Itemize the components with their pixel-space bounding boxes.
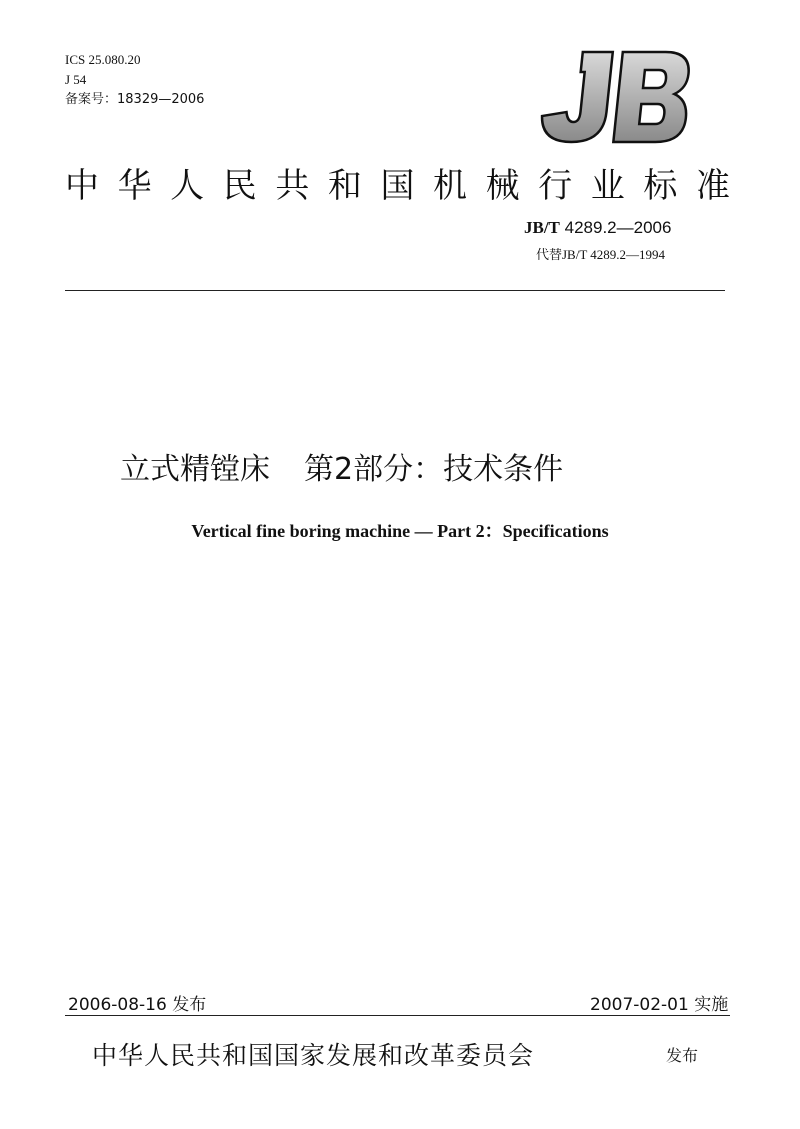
header-divider xyxy=(65,290,725,291)
standard-prefix: JB/T xyxy=(524,218,560,237)
ics-code: ICS 25.080.20 xyxy=(65,52,141,67)
title-char: 行 xyxy=(538,166,573,206)
issue-date: 2006-08-16 发布 xyxy=(68,995,207,1015)
classification-code: J 54 xyxy=(65,72,87,87)
title-char: 和 xyxy=(327,166,362,206)
title-char: 共 xyxy=(275,166,310,206)
implementation-date: 2007-02-01 实施 xyxy=(590,995,729,1015)
title-char: 准 xyxy=(695,166,730,206)
title-char: 业 xyxy=(590,166,625,206)
title-char: 人 xyxy=(170,166,205,206)
title-char: 中 xyxy=(65,166,99,206)
title-main: 立式精镗床 xyxy=(120,452,270,487)
title-char: 国 xyxy=(380,166,415,206)
metadata-block xyxy=(65,50,204,110)
title-char: 械 xyxy=(485,166,520,206)
title-char: 华 xyxy=(117,166,152,206)
industry-standard-title xyxy=(65,158,730,207)
jb-logo xyxy=(535,50,690,145)
footer-divider xyxy=(65,1015,730,1016)
publisher-name: 中华人民共和国国家发展和改革委员会 xyxy=(92,1041,535,1070)
title-char: 标 xyxy=(643,166,678,206)
english-title: Vertical fine boring machine — Part 2：Specifications xyxy=(191,521,609,541)
title-char: 机 xyxy=(433,166,468,206)
title-char: 民 xyxy=(222,166,257,206)
title-part: 第2部分：技术条件 xyxy=(304,452,564,487)
standard-number xyxy=(524,218,671,238)
standard-code: 4289.2—2006 xyxy=(559,218,672,237)
publisher-suffix: 发布 xyxy=(666,1046,699,1065)
filing-number: 备案号：18329—2006 xyxy=(65,92,205,107)
replaces-standard: 代替JB/T 4289.2—1994 xyxy=(536,247,666,262)
chinese-title xyxy=(120,444,563,488)
